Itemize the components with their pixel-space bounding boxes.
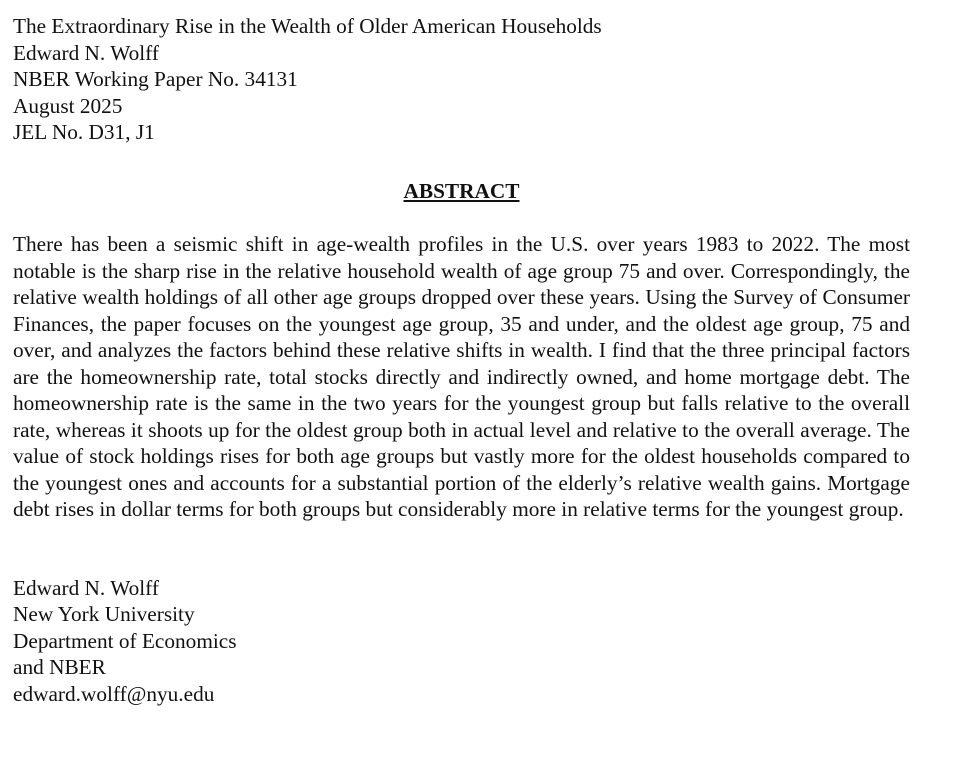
paper-author: Edward N. Wolff	[13, 40, 159, 65]
contact-institution: New York University	[13, 602, 195, 626]
paper-header	[13, 13, 910, 146]
paper-jel-codes: JEL No. D31, J1	[13, 120, 155, 144]
paper-page	[13, 13, 910, 707]
abstract-heading: ABSTRACT	[403, 178, 520, 203]
contact-email[interactable]: edward.wolff@nyu.edu	[13, 681, 215, 706]
contact-department: Department of Economics	[13, 628, 237, 653]
contact-name: Edward N. Wolff	[13, 575, 159, 600]
contact-affiliation: and NBER	[13, 655, 106, 679]
author-contact-block	[13, 575, 910, 708]
paper-series: NBER Working Paper No. 34131	[13, 67, 298, 91]
abstract-text: There has been a seismic shift in age-wealth profiles in the U.S. over years 1983 to 2022. The most notable is the sharp rise in the relative household wealth of age group 75 and over. Correspondingly, the relative wealth holdings of all other age groups dropped over these years. Using the Survey of Consumer Finances, the paper focuses on the youngest age group, 35 and under, and the oldest age group, 75 and over, and analyzes the factors behind these relative shifts in wealth. I find that the three principal factors are the homeownership rate, total stocks directly and indirectly owned, and home mortgage debt. The homeownership rate is the same in the two years for the youngest group but falls relative to the overall rate, whereas it shoots up for the oldest group both in actual level and relative to the overall average. The value of stock holdings rises for both age groups but vastly more for the oldest households compared to the youngest ones and accounts for a substantial portion of the elderly’s relative wealth gains. Mortgage debt rises in dollar terms for both groups but considerably more in relative terms for the youngest group.	[13, 232, 910, 521]
paper-date: August 2025	[13, 93, 123, 118]
paper-title: The Extraordinary Rise in the Wealth of Older American Households	[13, 14, 602, 38]
